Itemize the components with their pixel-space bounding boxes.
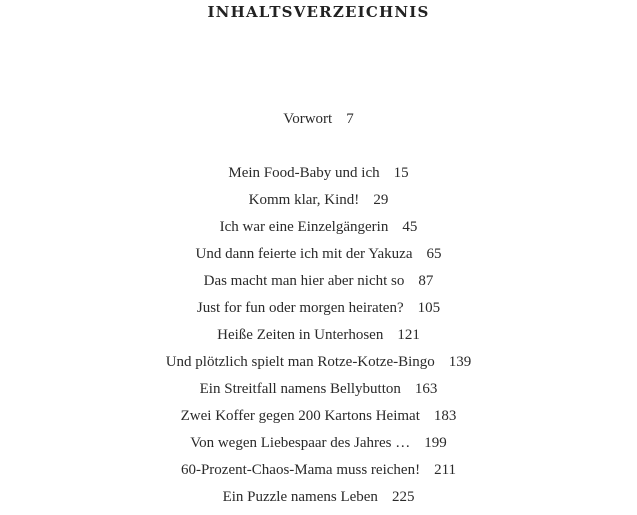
toc-entry[interactable]: [0, 434, 637, 461]
toc-entry[interactable]: [0, 299, 637, 326]
toc-entry-title: Zwei Koffer gegen 200 Kartons Heimat: [180, 408, 420, 424]
toc-entry-title: Von wegen Liebespaar des Jahres …: [190, 435, 411, 451]
page-title: INHALTSVERZEICHNIS: [207, 3, 430, 21]
toc-entry-title: Und plötzlich spielt man Rotze-Kotze-Bingo: [165, 354, 435, 370]
toc-entry-page-number: 87: [418, 273, 434, 289]
toc-entry-title: Just for fun oder morgen heiraten?: [196, 300, 404, 316]
toc-entry-page-number: 163: [414, 381, 438, 397]
toc-entry-preface[interactable]: [0, 111, 637, 128]
toc-entry-page-number: 225: [391, 489, 415, 505]
toc-entry[interactable]: [0, 164, 637, 191]
toc-entry-title: Vorwort: [283, 111, 333, 127]
toc-entry[interactable]: [0, 272, 637, 299]
toc-entry-page-number: 7: [346, 111, 354, 127]
toc-entry[interactable]: [0, 488, 637, 515]
toc-entry-page-number: 199: [424, 435, 447, 451]
toc-entry[interactable]: [0, 326, 637, 353]
toc-entry[interactable]: [0, 191, 637, 218]
toc-entry-title: Ich war eine Einzelgängerin: [219, 219, 389, 235]
toc-entry[interactable]: [0, 245, 637, 272]
toc-entry-page-number: 139: [448, 354, 472, 370]
toc-entry-page-number: 183: [433, 408, 457, 424]
toc-entry[interactable]: [0, 218, 637, 245]
toc-list: [0, 164, 637, 515]
toc-entry[interactable]: [0, 461, 637, 488]
toc-entry-title: 60-Prozent-Chaos-Mama muss reichen!: [180, 462, 421, 478]
toc-entry-page-number: 65: [426, 246, 442, 262]
toc-entry-page-number: 15: [393, 165, 409, 181]
toc-entry[interactable]: [0, 353, 637, 380]
toc-entry-page-number: 29: [373, 192, 389, 208]
toc-entry-page-number: 121: [397, 327, 420, 343]
toc-entry-title: Komm klar, Kind!: [248, 192, 360, 208]
toc-entry-title: Ein Puzzle namens Leben: [222, 489, 378, 505]
toc-entry-title: Ein Streitfall namens Bellybutton: [199, 381, 401, 397]
toc-entry-page-number: 45: [402, 219, 418, 235]
toc-entry-page-number: 105: [417, 300, 441, 316]
toc-entry-title: Mein Food-Baby und ich: [228, 165, 380, 181]
toc-entry[interactable]: [0, 407, 637, 434]
toc-entry-title: Das macht man hier aber nicht so: [203, 273, 405, 289]
toc-entry-title: Heiße Zeiten in Unterhosen: [217, 327, 384, 343]
toc-entry-page-number: 211: [434, 462, 457, 478]
toc-entry[interactable]: [0, 380, 637, 407]
toc-entry-title: Und dann feierte ich mit der Yakuza: [195, 246, 413, 262]
